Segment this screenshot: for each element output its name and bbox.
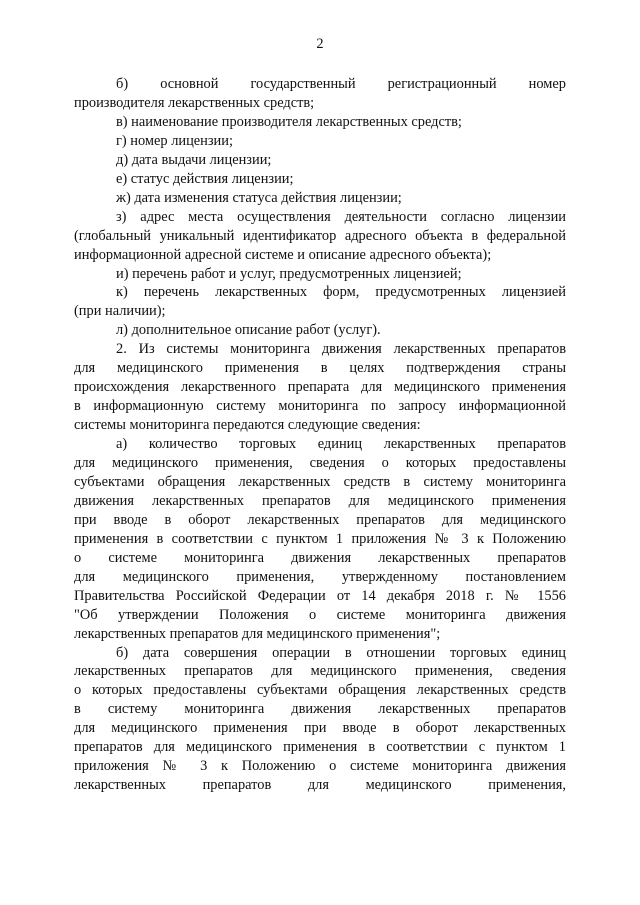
- text-line: в систему мониторинга движения лекарственных препаратов: [74, 701, 566, 718]
- text-line: субъектами обращения лекарственных средств в систему мониторинга: [74, 473, 566, 490]
- text-line: информационной адресной системе и описание адресного объекта);: [74, 246, 492, 263]
- text-line: "Об утверждении Положения о системе мониторинга движения: [74, 606, 566, 623]
- text-line: д) дата выдачи лицензии;: [116, 151, 272, 168]
- text-line: в информационную систему мониторинга по запросу информационной: [74, 398, 566, 415]
- text-line: препаратов для медицинского применения в соответствии с пунктом 1: [74, 739, 566, 756]
- text-line: лекарственных препаратов для медицинского применения";: [74, 625, 441, 642]
- text-line: з) адрес места осуществления деятельности согласно лицензии: [116, 208, 566, 225]
- text-line: 2. Из системы мониторинга движения лекарственных препаратов: [116, 341, 566, 358]
- text-line: для медицинского применения в целях подтверждения страны: [74, 360, 566, 377]
- text-line: ж) дата изменения статуса действия лицензии;: [116, 189, 402, 206]
- text-line: приложения № 3 к Положению о системе мониторинга движения: [74, 758, 566, 775]
- text-line: г) номер лицензии;: [116, 132, 233, 149]
- text-line: применения в соответствии с пунктом 1 приложения № 3 к Положению: [74, 530, 566, 547]
- text-line: происхождения лекарственного препарата для медицинского применения: [74, 379, 566, 396]
- text-line: (при наличии);: [74, 303, 166, 320]
- text-line: б) дата совершения операции в отношении торговых единиц: [116, 644, 566, 661]
- text-line: (глобальный уникальный идентификатор адресного объекта в федеральной: [74, 227, 566, 244]
- text-line: для медицинского применения, утвержденному постановлением: [74, 568, 566, 585]
- text-line: к) перечень лекарственных форм, предусмотренных лицензией: [116, 284, 566, 301]
- text-line: движения лекарственных препаратов для медицинского применения: [74, 492, 566, 509]
- text-line: б) основной государственный регистрационный номер: [116, 76, 566, 92]
- text-line: л) дополнительное описание работ (услуг).: [116, 322, 381, 339]
- text-line: в) наименование производителя лекарственных средств;: [116, 113, 462, 130]
- text-line: лекарственных препаратов для медицинского применения, сведения: [74, 663, 566, 680]
- text-line: при вводе в оборот лекарственных препаратов для медицинского: [74, 511, 566, 528]
- text-line: для медицинского применения при вводе в оборот лекарственных: [74, 720, 566, 737]
- text-line: а) количество торговых единиц лекарственных препаратов: [116, 436, 566, 453]
- text-line: лекарственных препаратов для медицинского применения,: [74, 777, 566, 794]
- page-number: 2: [316, 36, 324, 52]
- text-line: производителя лекарственных средств;: [74, 94, 315, 111]
- text-line: системы мониторинга передаются следующие сведения:: [74, 417, 421, 434]
- text-line: о системе мониторинга движения лекарственных препаратов: [74, 549, 566, 566]
- text-line: для медицинского применения, сведения о которых предоставлены: [74, 455, 566, 471]
- text-line: Правительства Российской Федерации от 14 декабря 2018 г. № 1556: [74, 587, 566, 604]
- text-line: и) перечень работ и услуг, предусмотренных лицензией;: [116, 265, 462, 282]
- text-line: о которых предоставлены субъектами обращения лекарственных средств: [74, 682, 566, 699]
- text-line: е) статус действия лицензии;: [116, 170, 294, 187]
